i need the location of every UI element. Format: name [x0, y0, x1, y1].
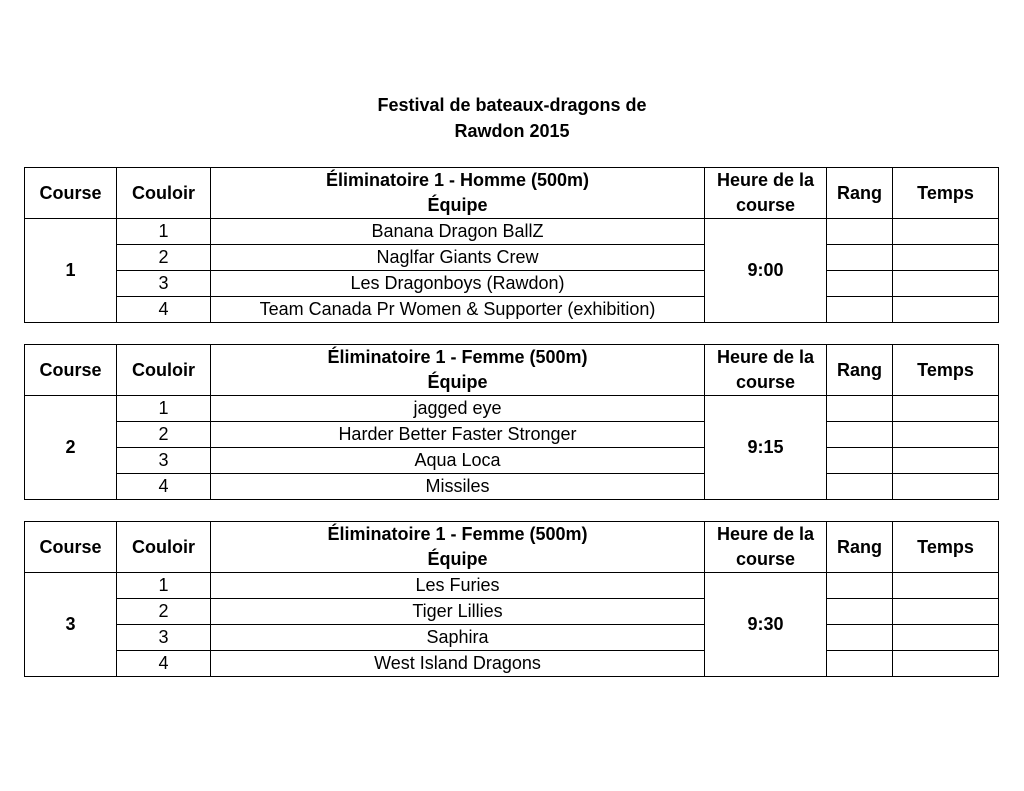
table-row — [25, 245, 999, 271]
lane-number: 3 — [117, 271, 211, 297]
document-title — [0, 92, 1024, 144]
header-course: Course — [25, 522, 117, 573]
rang-cell — [827, 573, 893, 599]
temps-cell — [893, 625, 999, 651]
table-row — [25, 599, 999, 625]
lane-number: 3 — [117, 448, 211, 474]
team-name: Saphira — [211, 625, 705, 651]
header-heure-line2: course — [735, 549, 796, 569]
header-equipe: Équipe — [427, 549, 488, 569]
header-heure-line2: course — [735, 372, 796, 392]
header-event — [211, 168, 705, 219]
table-row — [25, 651, 999, 677]
header-course: Course — [25, 168, 117, 219]
temps-cell — [893, 651, 999, 677]
lane-number: 4 — [117, 651, 211, 677]
header-course: Course — [25, 345, 117, 396]
table-row — [25, 448, 999, 474]
table-row — [25, 422, 999, 448]
rang-cell — [827, 396, 893, 422]
table-row — [25, 297, 999, 323]
table-row — [25, 474, 999, 500]
temps-cell — [893, 448, 999, 474]
lane-number: 4 — [117, 297, 211, 323]
rang-cell — [827, 422, 893, 448]
header-heure — [705, 168, 827, 219]
race-time: 9:00 — [705, 219, 827, 323]
lane-number: 2 — [117, 245, 211, 271]
header-heure-line2: course — [735, 195, 796, 215]
table-row — [25, 271, 999, 297]
header-temps: Temps — [893, 168, 999, 219]
lane-number: 2 — [117, 599, 211, 625]
title-line-2: Rawdon 2015 — [454, 121, 570, 141]
temps-cell — [893, 245, 999, 271]
header-heure-line1: Heure de la — [716, 347, 815, 367]
team-name: Harder Better Faster Stronger — [211, 422, 705, 448]
temps-cell — [893, 396, 999, 422]
title-line-1: Festival de bateaux-dragons de — [377, 95, 647, 115]
lane-number: 1 — [117, 396, 211, 422]
header-equipe: Équipe — [427, 372, 488, 392]
table-row — [25, 219, 999, 245]
team-name: Banana Dragon BallZ — [211, 219, 705, 245]
team-name: Les Dragonboys (Rawdon) — [211, 271, 705, 297]
temps-cell — [893, 219, 999, 245]
temps-cell — [893, 297, 999, 323]
team-name: Aqua Loca — [211, 448, 705, 474]
temps-cell — [893, 271, 999, 297]
header-heure-line1: Heure de la — [716, 170, 815, 190]
table-row — [25, 625, 999, 651]
event-title: Éliminatoire 1 - Homme (500m) — [325, 170, 590, 190]
temps-cell — [893, 573, 999, 599]
temps-cell — [893, 474, 999, 500]
team-name: Tiger Lillies — [211, 599, 705, 625]
race-table — [24, 344, 999, 500]
header-event — [211, 522, 705, 573]
header-row — [25, 522, 999, 573]
team-name: Naglfar Giants Crew — [211, 245, 705, 271]
course-number: 2 — [25, 396, 117, 500]
rang-cell — [827, 651, 893, 677]
race-table — [24, 167, 999, 323]
team-name: Missiles — [211, 474, 705, 500]
header-temps: Temps — [893, 345, 999, 396]
lane-number: 2 — [117, 422, 211, 448]
header-rang: Rang — [827, 168, 893, 219]
header-row — [25, 168, 999, 219]
race-time: 9:30 — [705, 573, 827, 677]
event-title: Éliminatoire 1 - Femme (500m) — [327, 347, 588, 367]
race-time: 9:15 — [705, 396, 827, 500]
header-equipe: Équipe — [427, 195, 488, 215]
header-event — [211, 345, 705, 396]
header-temps: Temps — [893, 522, 999, 573]
team-name: West Island Dragons — [211, 651, 705, 677]
header-rang: Rang — [827, 522, 893, 573]
team-name: jagged eye — [211, 396, 705, 422]
lane-number: 3 — [117, 625, 211, 651]
header-rang: Rang — [827, 345, 893, 396]
rang-cell — [827, 297, 893, 323]
rang-cell — [827, 245, 893, 271]
rang-cell — [827, 219, 893, 245]
header-heure — [705, 345, 827, 396]
rang-cell — [827, 474, 893, 500]
header-couloir: Couloir — [117, 522, 211, 573]
header-row — [25, 345, 999, 396]
rang-cell — [827, 271, 893, 297]
course-number: 3 — [25, 573, 117, 677]
rang-cell — [827, 448, 893, 474]
table-row — [25, 396, 999, 422]
team-name: Les Furies — [211, 573, 705, 599]
header-heure — [705, 522, 827, 573]
event-title: Éliminatoire 1 - Femme (500m) — [327, 524, 588, 544]
course-number: 1 — [25, 219, 117, 323]
table-row — [25, 573, 999, 599]
race-table — [24, 521, 999, 677]
team-name: Team Canada Pr Women & Supporter (exhibition) — [211, 297, 705, 323]
lane-number: 1 — [117, 573, 211, 599]
header-couloir: Couloir — [117, 168, 211, 219]
lane-number: 1 — [117, 219, 211, 245]
header-heure-line1: Heure de la — [716, 524, 815, 544]
temps-cell — [893, 422, 999, 448]
lane-number: 4 — [117, 474, 211, 500]
header-couloir: Couloir — [117, 345, 211, 396]
rang-cell — [827, 599, 893, 625]
rang-cell — [827, 625, 893, 651]
temps-cell — [893, 599, 999, 625]
